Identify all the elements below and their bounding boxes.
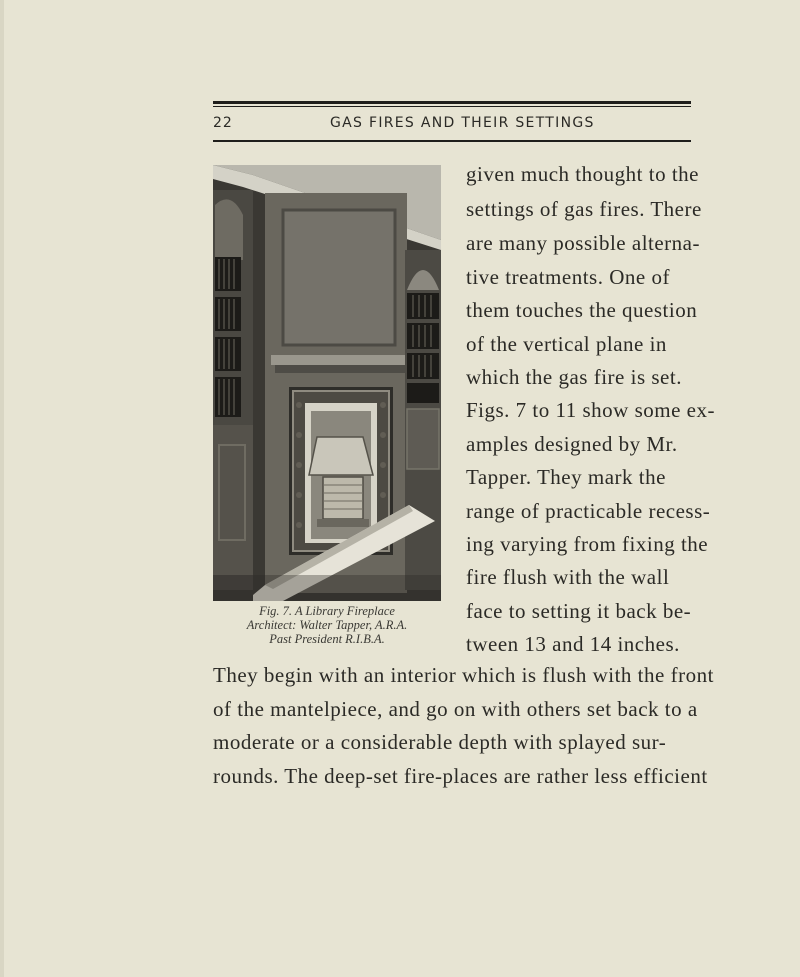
body-line: fire flush with the wall xyxy=(466,565,670,589)
body-line: of the vertical plane in xyxy=(466,332,667,356)
body-line: of the mantelpiece, and go on with others set back to a xyxy=(213,697,698,721)
header-rule-top xyxy=(213,101,691,104)
body-line: range of practicable recess- xyxy=(466,499,711,523)
header-rule-thin xyxy=(213,106,691,107)
body-line: rounds. The deep-set fire-places are rather less efficient xyxy=(213,764,708,788)
body-line: given much thought to the xyxy=(466,162,699,186)
page-number: 22 xyxy=(213,115,233,131)
body-line: tive treatments. One of xyxy=(466,265,670,289)
header-rule-bottom xyxy=(213,140,691,142)
body-line: ing varying from fixing the xyxy=(466,532,709,556)
body-line: which the gas fire is set. xyxy=(466,365,682,389)
body-line: settings of gas fires. There xyxy=(466,197,702,221)
caption-line: Architect: Walter Tapper, A.R.A. xyxy=(246,618,408,632)
body-line: Tapper. They mark the xyxy=(466,465,666,489)
body-line: are many possible alterna- xyxy=(466,231,700,255)
caption-line: Fig. 7. A Library Fireplace xyxy=(259,604,395,618)
caption-line: Past President R.I.B.A. xyxy=(269,632,385,646)
body-line: them touches the question xyxy=(466,298,698,322)
fireplace-photograph xyxy=(213,165,441,601)
body-line: amples designed by Mr. xyxy=(466,432,678,456)
body-line: They begin with an interior which is flush with the front xyxy=(213,663,714,687)
body-line: face to setting it back be- xyxy=(466,599,692,623)
page-edge xyxy=(0,0,4,977)
running-title: GAS FIRES AND THEIR SETTINGS xyxy=(330,115,595,131)
body-line: moderate or a considerable depth with splayed sur- xyxy=(213,730,667,754)
figure-caption xyxy=(213,604,441,646)
fireplace-illustration xyxy=(213,165,441,601)
body-line: Figs. 7 to 11 show some ex- xyxy=(466,398,715,422)
body-line: tween 13 and 14 inches. xyxy=(466,632,680,656)
